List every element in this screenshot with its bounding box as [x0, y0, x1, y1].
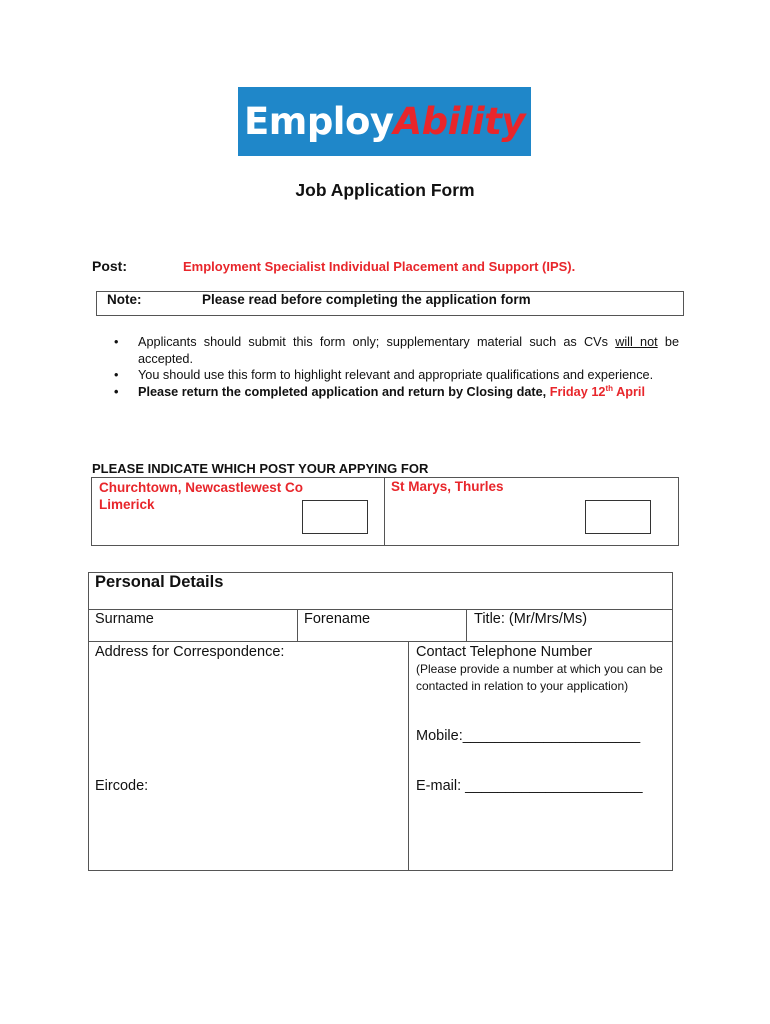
forename-field[interactable]: Forename: [304, 611, 371, 627]
address-field[interactable]: Address for Correspondence:: [95, 644, 285, 660]
eircode-field[interactable]: Eircode:: [95, 778, 149, 794]
instruction-item: [113, 384, 679, 401]
post-value: Employment Specialist Individual Placement and Support (IPS).: [183, 259, 576, 274]
surname-field[interactable]: Surname: [95, 611, 154, 627]
logo-text: [244, 100, 525, 143]
instruction-1-text: Applicants should submit this form only; supplementary material such as CVs: [138, 335, 616, 349]
post-option-st-marys-label: St Marys, Thurles: [391, 479, 504, 494]
contact-telephone-heading: Contact Telephone Number: [416, 644, 593, 660]
closing-date-suffix: th: [605, 383, 613, 393]
instruction-1-underlined: will not: [615, 335, 658, 349]
table-divider: [297, 609, 298, 642]
mobile-field[interactable]: Mobile:______________________: [416, 728, 641, 744]
title-field[interactable]: Title: (Mr/Mrs/Ms): [474, 611, 588, 627]
post-option-churchtown-label: Churchtown, Newcastlewest Co Limerick: [99, 480, 304, 512]
closing-date-month: April: [616, 384, 645, 399]
employability-logo: [238, 87, 531, 156]
post-option-st-marys-checkbox[interactable]: [585, 500, 651, 534]
post-label: Post:: [92, 258, 127, 274]
form-title: Job Application Form: [295, 180, 475, 200]
contact-telephone-note: (Please provide a number at which you can be contacted in relation to your application): [416, 662, 663, 693]
instruction-2-text: You should use this form to highlight relevant and appropriate qualifications and experience.: [138, 368, 654, 382]
instructions-list: [113, 334, 679, 400]
instruction-3-text: Please return the completed application and return by Closing date,: [138, 384, 550, 399]
post-selection-heading: PLEASE INDICATE WHICH POST YOUR APPYING FOR: [92, 461, 429, 476]
logo-text-ability: Ability: [393, 100, 526, 143]
table-divider: [88, 641, 673, 642]
email-field[interactable]: E-mail: ______________________: [416, 778, 643, 794]
instruction-1-end: be accepted.: [138, 335, 680, 366]
closing-date-day: Friday 12: [549, 384, 606, 399]
closing-date: [550, 385, 645, 399]
table-divider: [408, 641, 409, 871]
table-divider: [466, 609, 467, 642]
note-label: Note:: [107, 292, 142, 307]
post-option-churchtown-checkbox[interactable]: [302, 500, 368, 534]
instruction-item: [113, 334, 679, 367]
post-selection-divider: [384, 477, 385, 546]
logo-text-employ: Employ: [243, 100, 394, 143]
personal-details-heading: Personal Details: [95, 573, 224, 591]
instruction-item: [113, 367, 679, 384]
table-divider: [88, 609, 673, 610]
note-text: Please read before completing the application form: [202, 292, 531, 307]
